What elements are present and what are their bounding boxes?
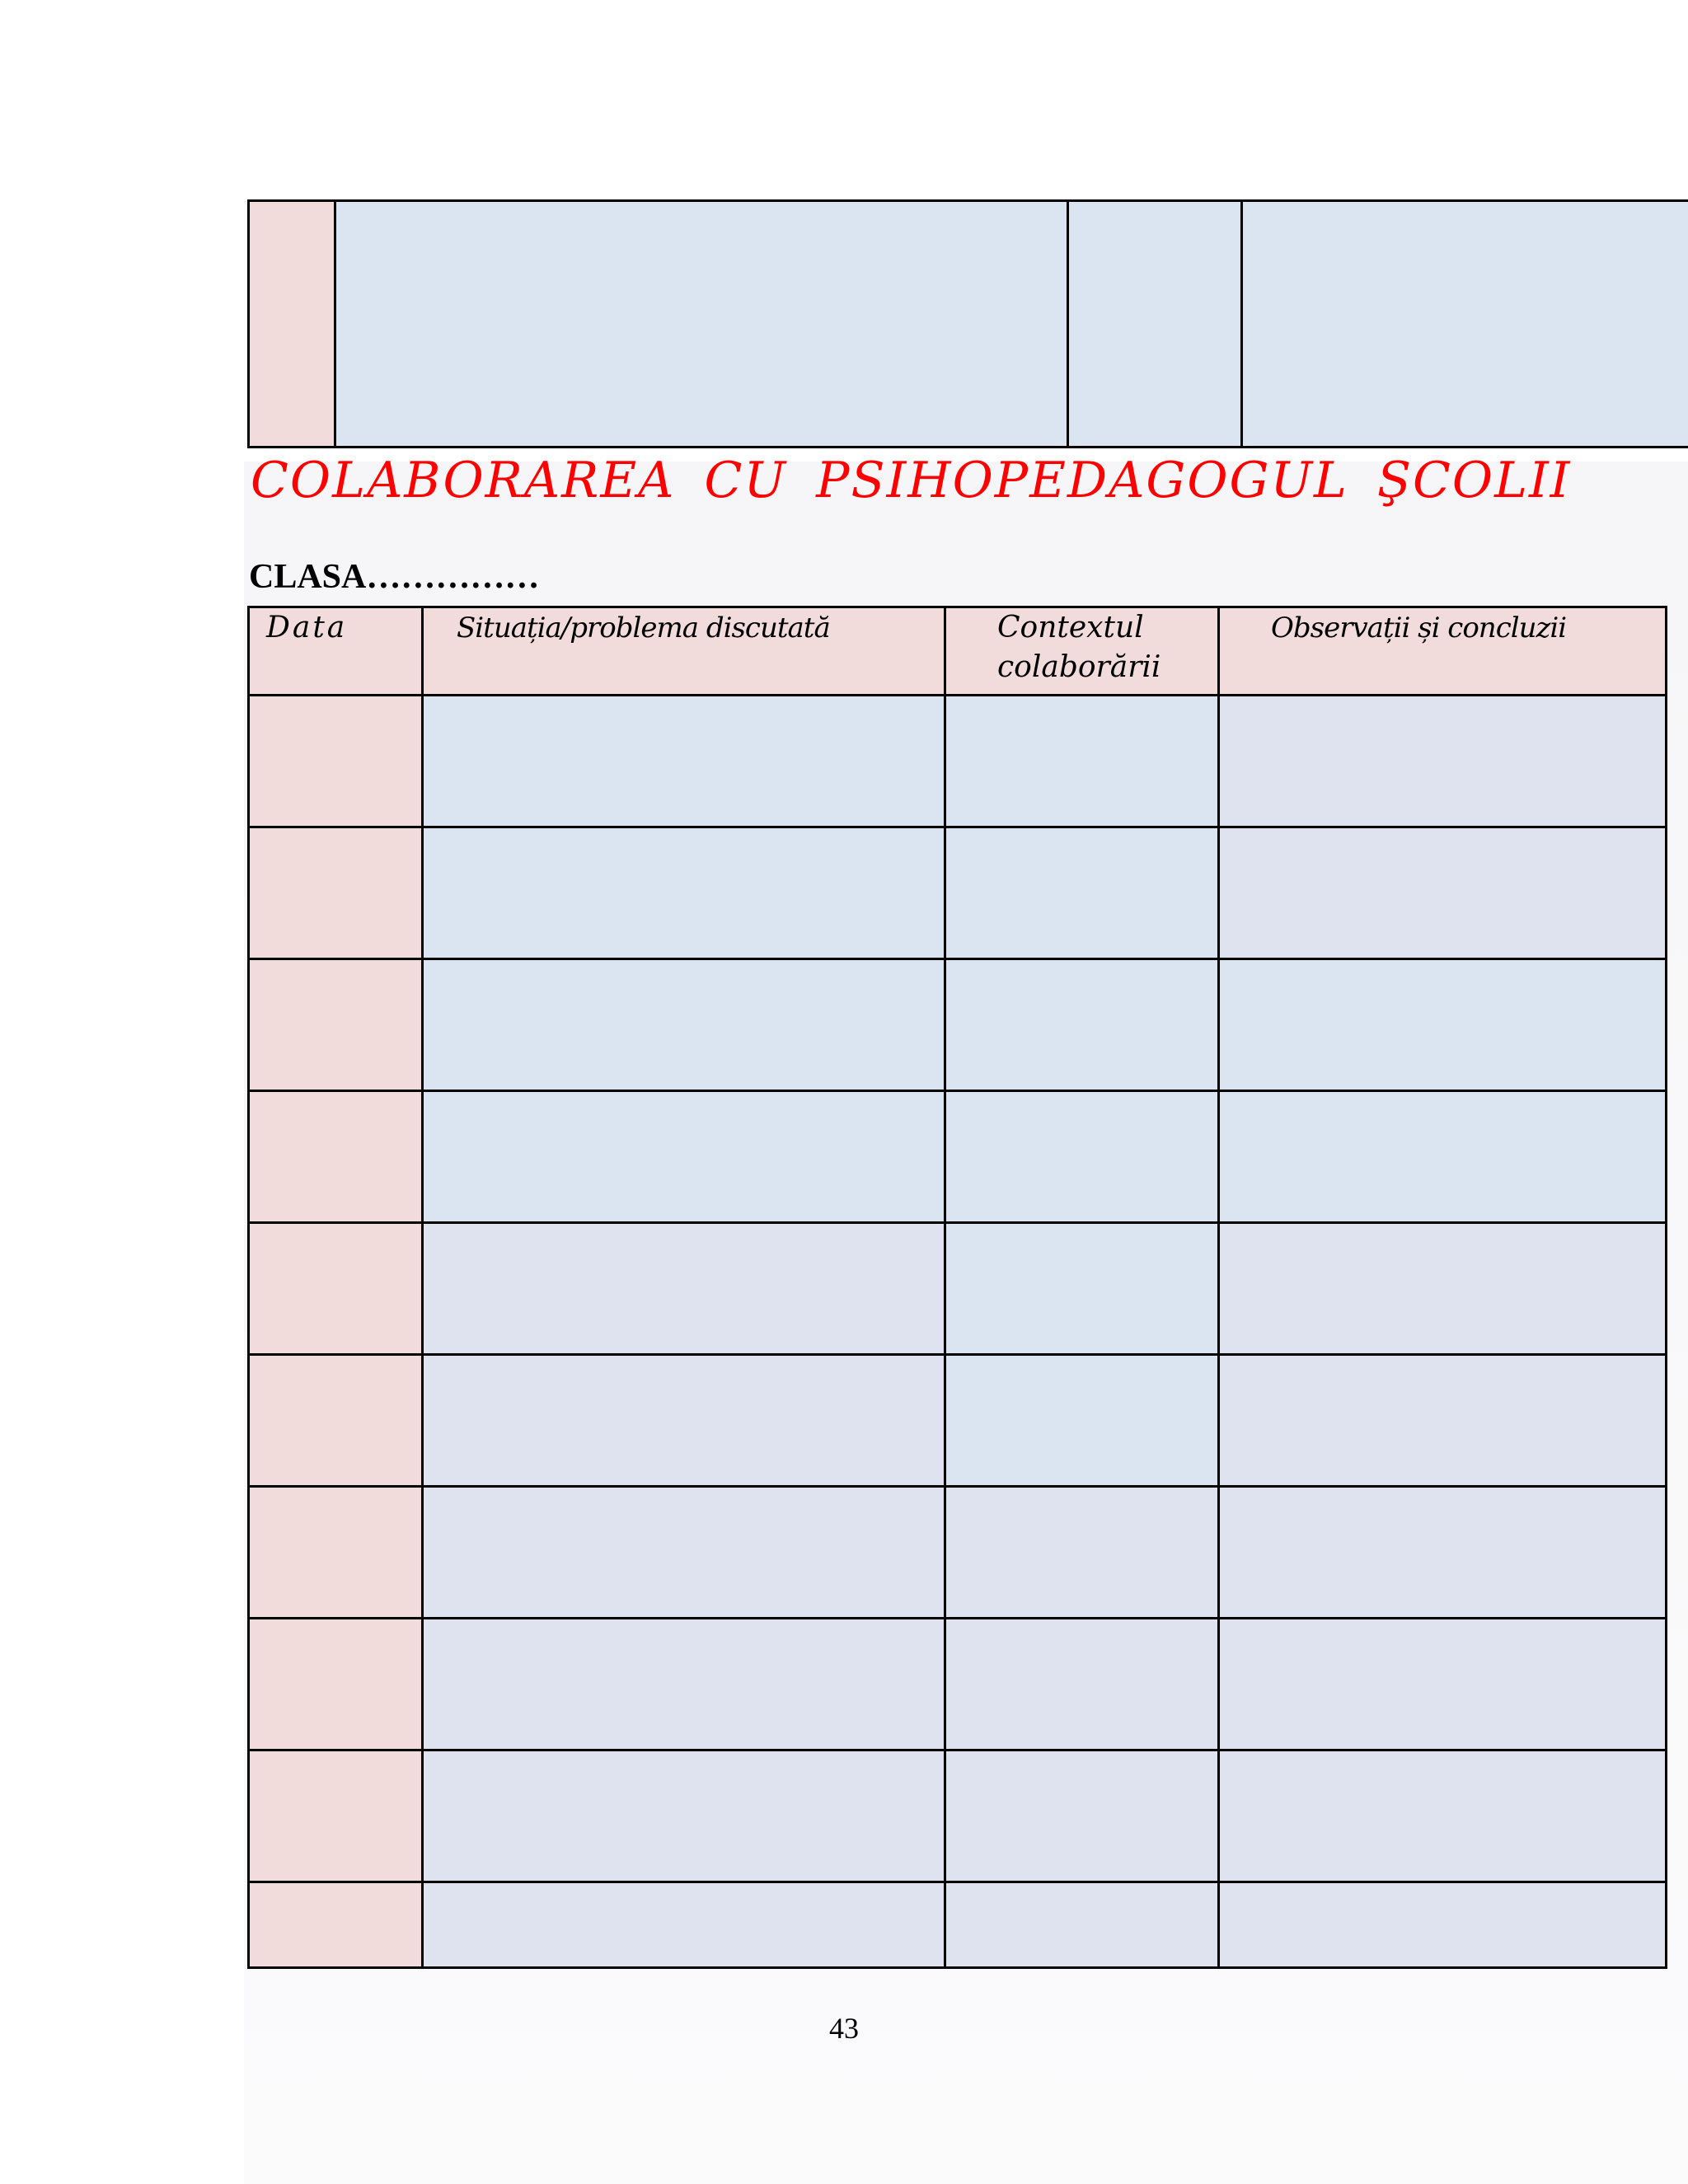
cell-situation[interactable] (423, 1091, 945, 1223)
cell-situation[interactable] (423, 1882, 945, 1968)
fragment-cell-observations (1240, 202, 1688, 446)
cell-observations[interactable] (1219, 827, 1667, 959)
table-row (249, 1750, 1667, 1882)
page-number: 43 (829, 2012, 859, 2045)
table-row (249, 1619, 1667, 1750)
cell-observations[interactable] (1219, 1223, 1667, 1355)
header-situation: Situația/problema discutată (423, 607, 945, 696)
fragment-cell-situation (334, 202, 1067, 446)
cell-observations[interactable] (1219, 1619, 1667, 1750)
cell-date[interactable] (249, 1355, 423, 1487)
cell-date[interactable] (249, 1619, 423, 1750)
collaboration-table (247, 606, 1667, 1969)
class-label: CLASA…………… (249, 558, 540, 596)
table-row (249, 1355, 1667, 1487)
fragment-cell-context (1067, 202, 1240, 446)
table-row (249, 1487, 1667, 1619)
cell-context[interactable] (945, 1882, 1219, 1968)
cell-situation[interactable] (423, 1619, 945, 1750)
cell-observations[interactable] (1219, 696, 1667, 827)
cell-context[interactable] (945, 1223, 1219, 1355)
table-header-row (249, 607, 1667, 696)
table-row (249, 696, 1667, 827)
table-row (249, 1882, 1667, 1968)
cell-observations[interactable] (1219, 1091, 1667, 1223)
cell-date[interactable] (249, 1882, 423, 1968)
header-date: Data (249, 607, 423, 696)
cell-context[interactable] (945, 1487, 1219, 1619)
header-observations: Observații și concluzii (1219, 607, 1667, 696)
cell-observations[interactable] (1219, 1487, 1667, 1619)
cell-situation[interactable] (423, 696, 945, 827)
cell-observations[interactable] (1219, 959, 1667, 1091)
cell-observations[interactable] (1219, 1750, 1667, 1882)
cell-context[interactable] (945, 1355, 1219, 1487)
table-row (249, 959, 1667, 1091)
cell-observations[interactable] (1219, 1355, 1667, 1487)
page-title: COLABORAREA CU PSIHOPEDAGOGUL ŞCOLII (251, 452, 1572, 509)
cell-date[interactable] (249, 696, 423, 827)
cell-context[interactable] (945, 959, 1219, 1091)
cell-observations[interactable] (1219, 1882, 1667, 1968)
cell-date[interactable] (249, 1487, 423, 1619)
cell-situation[interactable] (423, 1223, 945, 1355)
table-row (249, 1091, 1667, 1223)
cell-date[interactable] (249, 1091, 423, 1223)
cell-context[interactable] (945, 1750, 1219, 1882)
cell-date[interactable] (249, 959, 423, 1091)
cell-date[interactable] (249, 827, 423, 959)
table-row (249, 1223, 1667, 1355)
cell-context[interactable] (945, 1619, 1219, 1750)
cell-context[interactable] (945, 827, 1219, 959)
cell-situation[interactable] (423, 1750, 945, 1882)
cell-context[interactable] (945, 696, 1219, 827)
table-row (249, 827, 1667, 959)
fragment-cell-date (247, 202, 334, 446)
header-context: Contextul colaborării (945, 607, 1219, 696)
cell-date[interactable] (249, 1223, 423, 1355)
previous-table-fragment (247, 199, 1688, 448)
cell-date[interactable] (249, 1750, 423, 1882)
cell-situation[interactable] (423, 827, 945, 959)
cell-situation[interactable] (423, 959, 945, 1091)
cell-situation[interactable] (423, 1355, 945, 1487)
cell-situation[interactable] (423, 1487, 945, 1619)
cell-context[interactable] (945, 1091, 1219, 1223)
